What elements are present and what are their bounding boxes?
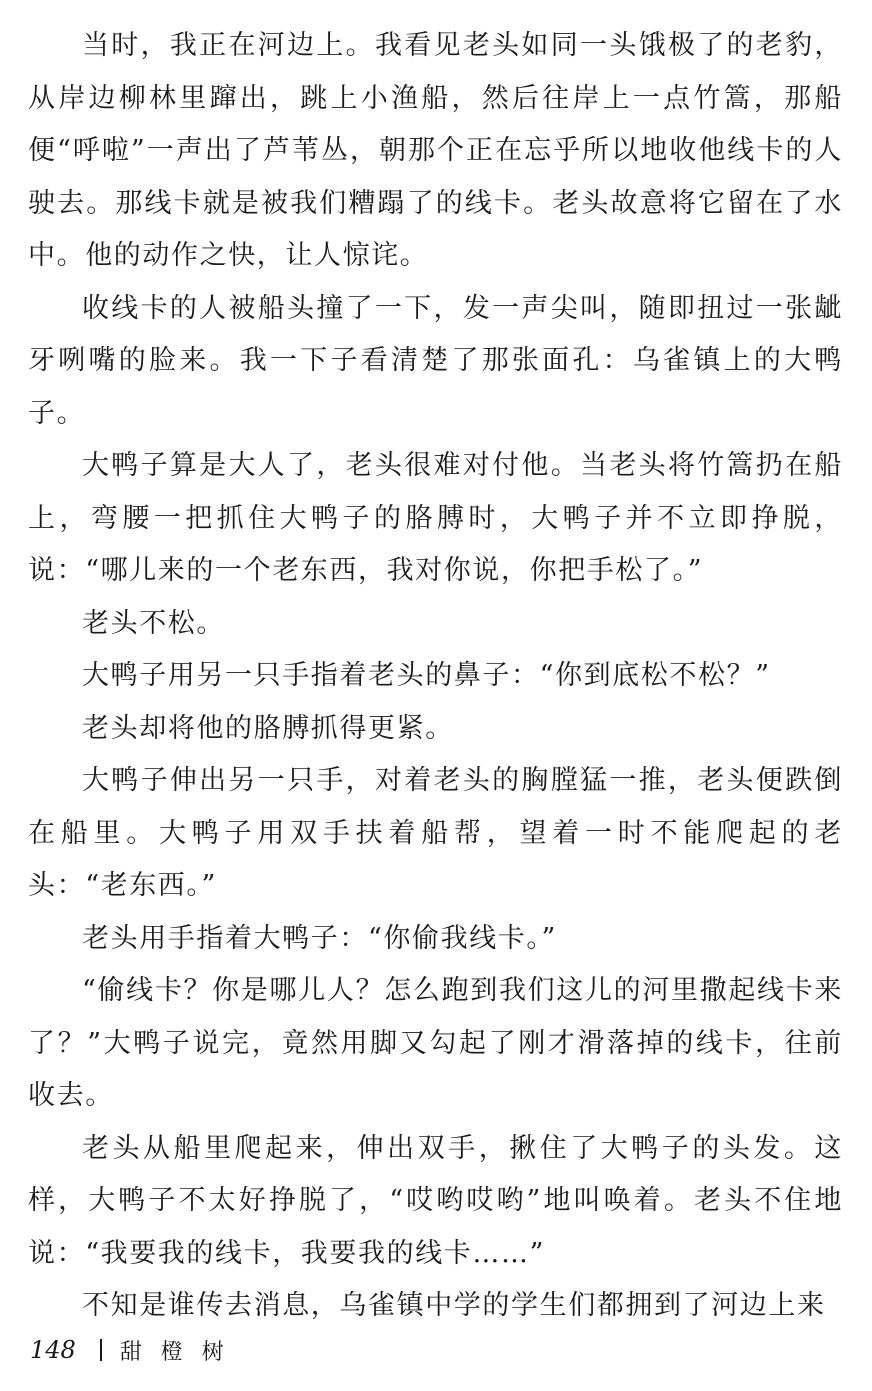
paragraph: 老头不松。 xyxy=(82,607,225,639)
paragraph: 不知是谁传去消息，乌雀镇中学的学生们都拥到了河边上来 xyxy=(82,1290,826,1321)
body-text xyxy=(28,20,843,1333)
paragraph: 大鸭子用另一只手指着老头的鼻子：“你到底松不松？” xyxy=(82,660,771,691)
paragraph: 老头用手指着大鸭子：“你偷我线卡。” xyxy=(82,922,557,954)
footer-divider xyxy=(100,1339,102,1361)
paragraph: “偷线卡？你是哪儿人？怎么跑到我们这儿的河里撒起线卡来了？”大鸭子说完，竟然用脚又勾起了刚才滑落掉的线卡，往前收去。 xyxy=(28,975,843,1111)
paragraph: 当时，我正在河边上。我看见老头如同一头饿极了的老豹，从岸边柳林里蹿出，跳上小渔船，然后往岸上一点竹篙，那船便“呼啦”一声出了芦苇丛，朝那个正在忘乎所以地收他线卡的人驶去。那线卡就是被我们糟蹋了的线卡。老头故意将它留在了水中。他的动作之快，让人惊诧。 xyxy=(28,30,843,271)
paragraph: 老头却将他的胳膊抓得更紧。 xyxy=(82,712,454,744)
page-number: 148 xyxy=(30,1336,76,1364)
paragraph: 大鸭子伸出另一只手，对着老头的胸膛猛一推，老头便跌倒在船里。大鸭子用双手扶着船帮，望着一时不能爬起的老头：“老东西。” xyxy=(28,765,843,901)
page-footer xyxy=(30,1330,230,1370)
paragraph: 大鸭子算是大人了，老头很难对付他。当老头将竹篙扔在船上，弯腰一把抓住大鸭子的胳膊时，大鸭子并不立即挣脱，说：“哪儿来的一个老东西，我对你说，你把手松了。” xyxy=(28,450,843,586)
paragraph: 老头从船里爬起来，伸出双手，揪住了大鸭子的头发。这样，大鸭子不太好挣脱了，“哎哟哎哟”地叫唤着。老头不住地说：“我要我的线卡，我要我的线卡……” xyxy=(28,1132,843,1269)
paragraph: 收线卡的人被船头撞了一下，发一声尖叫，随即扭过一张龇牙咧嘴的脸来。我一下子看清楚了那张面孔：乌雀镇上的大鸭子。 xyxy=(28,292,843,429)
book-title: 甜 橙 树 xyxy=(119,1339,230,1365)
